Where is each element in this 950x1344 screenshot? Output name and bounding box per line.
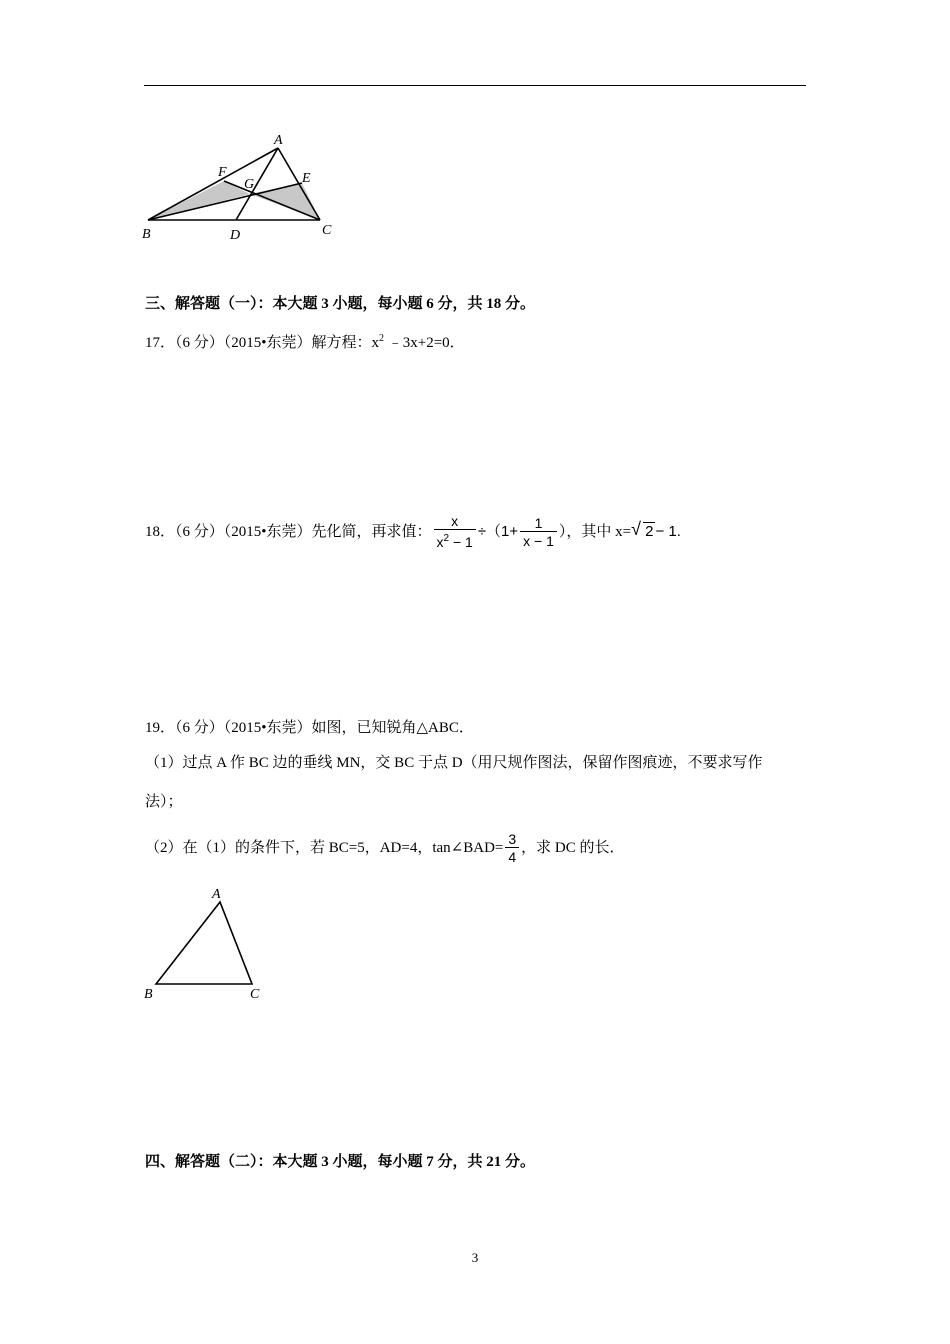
q18-close: ），其中 x= — [558, 524, 632, 540]
question-19-line-4 — [145, 828, 625, 868]
q19-frac-denominator: 4 — [508, 848, 517, 865]
question-17 — [145, 329, 465, 353]
q18-fraction-2 — [520, 515, 557, 550]
q18-text: 18．（6 分）（2015•东莞）先化简，再求值： — [145, 524, 432, 540]
q18-frac1-numerator: x — [451, 513, 459, 529]
section-3-heading: 三、解答题（一）：本大题 3 小题，每小题 6 分，共 18 分。 — [145, 296, 536, 312]
question-18 — [145, 512, 681, 552]
q18-frac1-denominator — [434, 530, 476, 551]
q18-den-base: x — [436, 534, 444, 550]
q18-radicand: 2 — [645, 523, 654, 540]
triangle-abc — [156, 902, 252, 984]
label-b: B — [144, 987, 153, 1002]
label-d: D — [230, 228, 241, 243]
label-a: A — [274, 133, 283, 148]
q17-text-rest: ﹣3x+2=0． — [384, 335, 465, 351]
shaded-region-left — [148, 181, 250, 220]
header-rule — [144, 85, 806, 86]
q18-den-exponent: 2 — [443, 533, 450, 544]
q19-part2-text: （2）在（1）的条件下，若 BC=5，AD=4，tan∠BAD= — [145, 840, 504, 856]
q18-fraction-1 — [434, 513, 476, 551]
side-ba — [148, 148, 278, 220]
label-e: E — [302, 171, 311, 186]
page-number: 3 — [471, 1250, 479, 1265]
q19-frac-numerator: 3 — [508, 830, 517, 847]
triangle-figure-abc — [140, 880, 280, 1004]
label-c: C — [322, 223, 332, 238]
q18-frac2-numerator: 1 — [534, 514, 543, 531]
triangle-figure-shaded — [140, 128, 340, 246]
q19-part2-tail: ，求 DC 的长． — [521, 840, 625, 856]
q18-sqrt: √ 2 — [631, 519, 654, 540]
q17-text: 17．（6 分）（2015•东莞）解方程：x — [145, 335, 380, 351]
q18-frac2-denominator: x − 1 — [523, 532, 554, 549]
q18-tail: − 1. — [655, 523, 681, 540]
label-g: G — [244, 177, 255, 192]
label-f: F — [218, 165, 227, 180]
label-b: B — [142, 227, 151, 242]
section-4-heading: 四、解答题（二）：本大题 3 小题，每小题 7 分，共 21 分。 — [145, 1154, 536, 1170]
label-c: C — [250, 987, 260, 1002]
q18-divide: ÷（1+ — [477, 523, 519, 540]
label-a: A — [212, 887, 221, 902]
question-19-line-1: 19．（6 分）（2015•东莞）如图，已知锐角△ABC． — [145, 720, 474, 736]
q19-fraction — [505, 831, 519, 866]
q17-exponent: 2 — [379, 333, 385, 344]
question-19-line-3: 法）； — [145, 794, 183, 810]
q18-den-rest: − 1 — [449, 534, 473, 550]
question-19-line-2: （1）过点 A 作 BC 边的垂线 MN，交 BC 于点 D（用尺规作图法，保留作图痕迹，不要求写作 — [145, 755, 763, 771]
